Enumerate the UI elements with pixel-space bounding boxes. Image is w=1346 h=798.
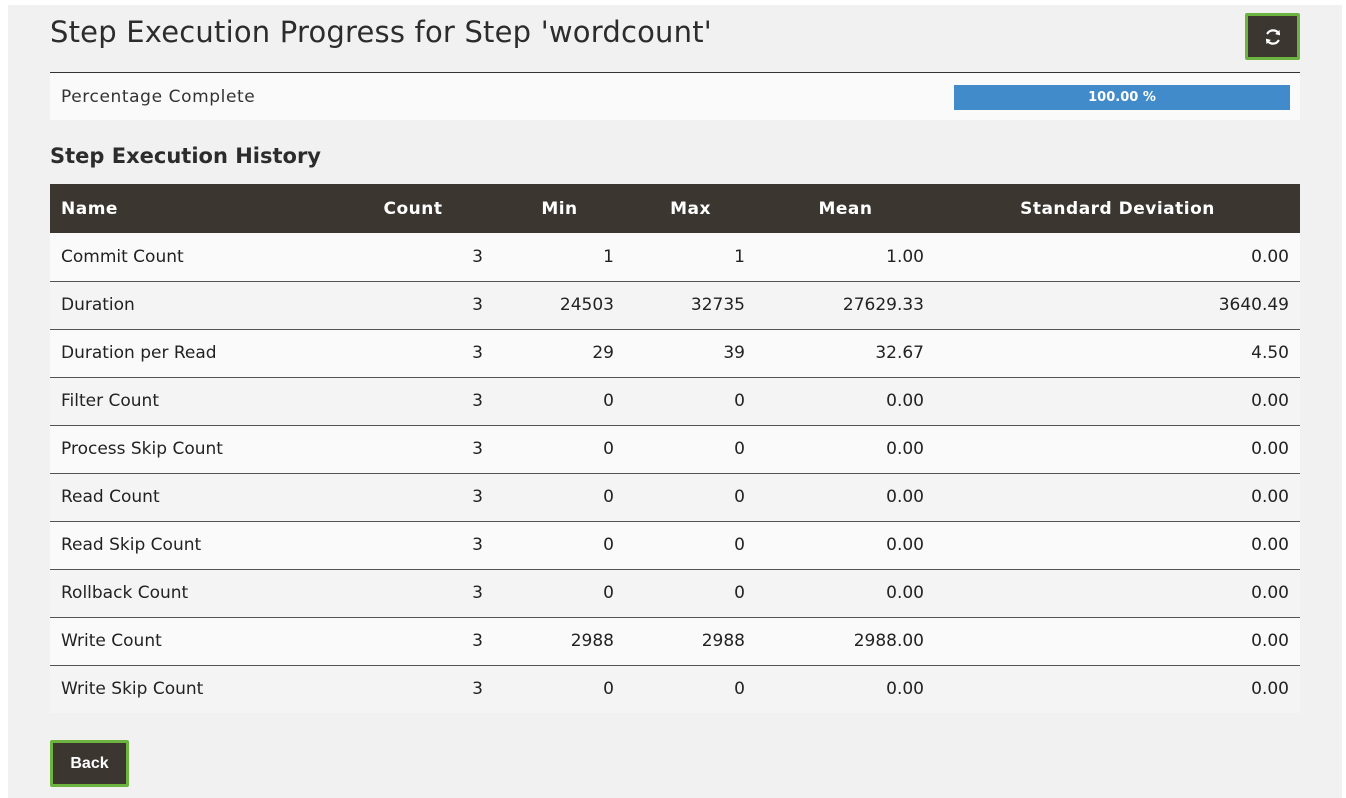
cell-mean: 0.00 <box>756 377 935 425</box>
cell-standard-deviation: 0.00 <box>935 377 1300 425</box>
refresh-icon <box>1263 27 1283 47</box>
table-row <box>50 377 1300 425</box>
cell-standard-deviation: 3640.49 <box>935 281 1300 329</box>
cell-min: 0 <box>494 665 625 713</box>
cell-min: 24503 <box>494 281 625 329</box>
table-row <box>50 329 1300 377</box>
cell-max: 0 <box>625 521 756 569</box>
cell-name: Process Skip Count <box>50 425 332 473</box>
cell-name: Write Count <box>50 617 332 665</box>
cell-count: 3 <box>332 233 494 281</box>
cell-min: 0 <box>494 569 625 617</box>
cell-max: 32735 <box>625 281 756 329</box>
cell-min: 0 <box>494 377 625 425</box>
cell-mean: 0.00 <box>756 473 935 521</box>
cell-name: Read Skip Count <box>50 521 332 569</box>
cell-name: Read Count <box>50 473 332 521</box>
cell-count: 3 <box>332 569 494 617</box>
column-header-min: Min <box>494 184 625 233</box>
cell-max: 0 <box>625 425 756 473</box>
table-header-row <box>50 184 1300 233</box>
cell-max: 0 <box>625 377 756 425</box>
back-button[interactable]: Back <box>50 740 129 787</box>
table-row <box>50 233 1300 281</box>
cell-standard-deviation: 0.00 <box>935 233 1300 281</box>
cell-standard-deviation: 0.00 <box>935 569 1300 617</box>
refresh-button[interactable] <box>1245 13 1300 60</box>
table-row <box>50 521 1300 569</box>
cell-min: 0 <box>494 425 625 473</box>
cell-count: 3 <box>332 425 494 473</box>
table-row <box>50 665 1300 713</box>
cell-standard-deviation: 4.50 <box>935 329 1300 377</box>
cell-max: 2988 <box>625 617 756 665</box>
cell-standard-deviation: 0.00 <box>935 425 1300 473</box>
cell-mean: 0.00 <box>756 425 935 473</box>
column-header-mean: Mean <box>756 184 935 233</box>
column-header-max: Max <box>625 184 756 233</box>
table-row <box>50 473 1300 521</box>
progress-panel <box>50 72 1300 120</box>
cell-standard-deviation: 0.00 <box>935 521 1300 569</box>
cell-count: 3 <box>332 329 494 377</box>
cell-name: Filter Count <box>50 377 332 425</box>
cell-count: 3 <box>332 377 494 425</box>
cell-count: 3 <box>332 521 494 569</box>
table-row <box>50 425 1300 473</box>
cell-max: 0 <box>625 665 756 713</box>
table-row <box>50 617 1300 665</box>
history-table <box>50 184 1300 713</box>
cell-max: 39 <box>625 329 756 377</box>
cell-standard-deviation: 0.00 <box>935 473 1300 521</box>
cell-count: 3 <box>332 617 494 665</box>
cell-count: 3 <box>332 473 494 521</box>
page-container <box>8 5 1342 798</box>
cell-mean: 0.00 <box>756 569 935 617</box>
table-row <box>50 281 1300 329</box>
table-row <box>50 569 1300 617</box>
cell-min: 0 <box>494 473 625 521</box>
cell-count: 3 <box>332 281 494 329</box>
cell-min: 0 <box>494 521 625 569</box>
cell-name: Commit Count <box>50 233 332 281</box>
cell-max: 0 <box>625 569 756 617</box>
cell-standard-deviation: 0.00 <box>935 617 1300 665</box>
progress-bar <box>954 85 1290 110</box>
history-heading: Step Execution History <box>50 144 321 168</box>
cell-name: Rollback Count <box>50 569 332 617</box>
cell-name: Duration per Read <box>50 329 332 377</box>
column-header-name: Name <box>50 184 332 233</box>
column-header-standard-deviation: Standard Deviation <box>935 184 1300 233</box>
cell-standard-deviation: 0.00 <box>935 665 1300 713</box>
cell-min: 1 <box>494 233 625 281</box>
cell-mean: 1.00 <box>756 233 935 281</box>
cell-mean: 2988.00 <box>756 617 935 665</box>
cell-mean: 27629.33 <box>756 281 935 329</box>
cell-name: Duration <box>50 281 332 329</box>
cell-max: 1 <box>625 233 756 281</box>
cell-min: 2988 <box>494 617 625 665</box>
page-title: Step Execution Progress for Step 'wordcount' <box>50 15 712 49</box>
progress-value: 100.00 % <box>1088 90 1156 105</box>
cell-count: 3 <box>332 665 494 713</box>
cell-min: 29 <box>494 329 625 377</box>
progress-label: Percentage Complete <box>61 87 256 107</box>
cell-mean: 32.67 <box>756 329 935 377</box>
cell-max: 0 <box>625 473 756 521</box>
column-header-count: Count <box>332 184 494 233</box>
cell-mean: 0.00 <box>756 665 935 713</box>
cell-name: Write Skip Count <box>50 665 332 713</box>
cell-mean: 0.00 <box>756 521 935 569</box>
